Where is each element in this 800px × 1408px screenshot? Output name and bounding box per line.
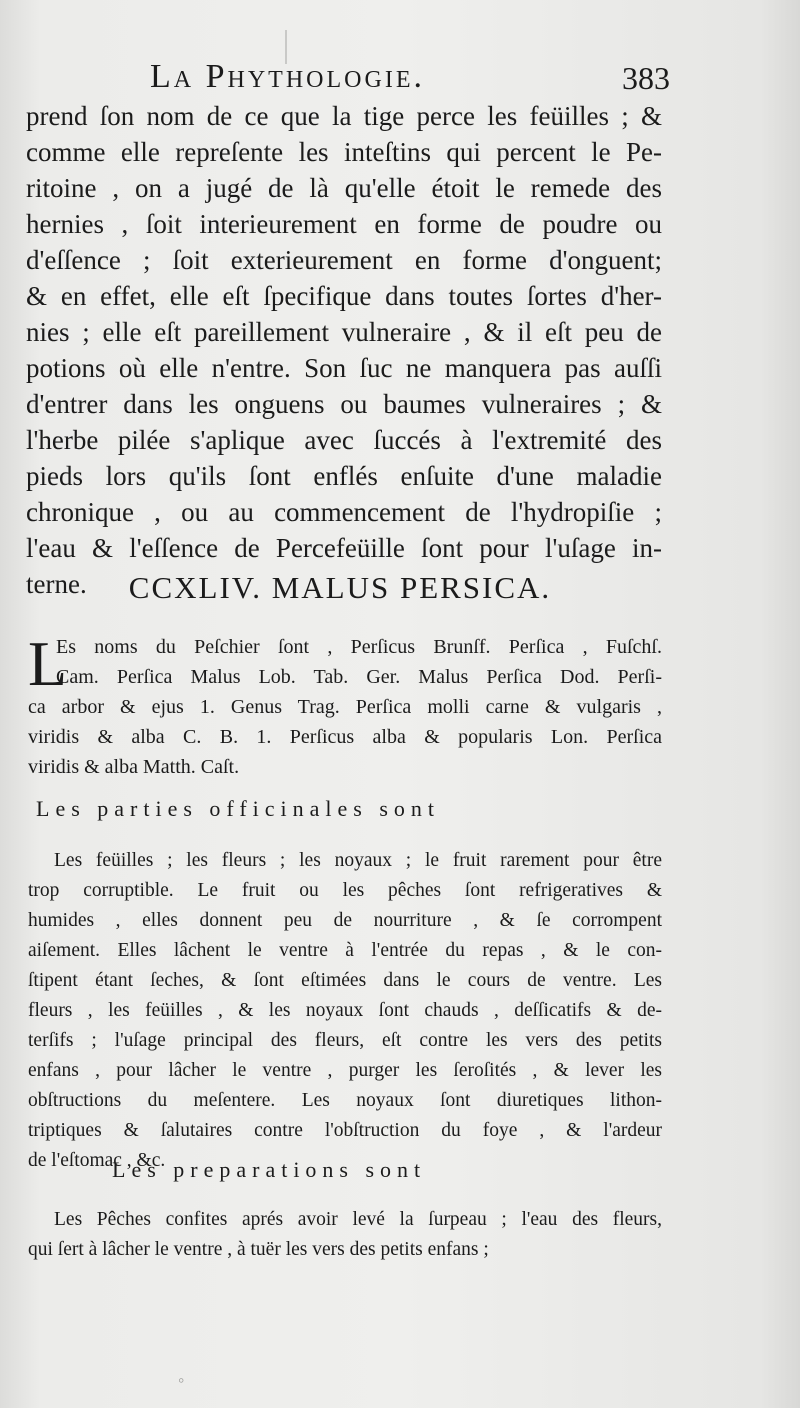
text-line: d'entrer dans les onguens ou baumes vulneraires ; & <box>26 389 662 419</box>
paper-mark: ◦ <box>178 1370 185 1390</box>
synonym-line: Cam. Perſica Malus Lob. Tab. Ger. Malus Perſica Dod. Perſi- <box>56 666 662 688</box>
preparations-heading: Les preparations sont <box>112 1157 427 1182</box>
text-line: obſtructions du meſentere. Les noyaux ſont diuretiques lithon- <box>28 1090 662 1111</box>
synonym-line: Es noms du Peſchier ſont , Perſicus Brunſf. Perſica , Fuſchſ. <box>56 636 662 658</box>
text-line: l'eau & l'eſſence de Percefeüille ſont pour l'uſage in- <box>26 533 662 563</box>
text-line: ritoine , on a jugé de là qu'elle étoit le remede des <box>26 173 662 203</box>
preparations-paragraph <box>28 1205 662 1265</box>
text-line: chronique , ou au commencement de l'hydropiſie ; <box>26 497 662 527</box>
synonym-line: ca arbor & ejus 1. Genus Trag. Perſica molli carne & vulgaris , <box>28 696 662 718</box>
drop-cap: L <box>28 628 68 699</box>
text-line: aiſement. Elles lâchent le ventre à l'entrée du repas , & le con- <box>28 940 662 961</box>
text-line: hernies , ſoit interieurement en forme de poudre ou <box>26 209 662 239</box>
synonym-line: viridis & alba C. B. 1. Perſicus alba & popularis Lon. Perſica <box>28 726 662 748</box>
text-line: & en effet, elle eſt ſpecifique dans toutes ſortes d'her- <box>26 281 662 311</box>
text-line: ſtipent étant ſeches, & ſont eſtimées dans le cours de ventre. Les <box>28 970 662 991</box>
section-title: CCXLIV. MALUS PERSICA. <box>128 570 552 605</box>
text-line: triptiques & ſalutaires contre l'obſtruction du foye , & l'ardeur <box>28 1120 662 1141</box>
text-line: nies ; elle eſt pareillement vulneraire , & il eſt peu de <box>26 317 662 347</box>
text-line: pieds lors qu'ils ſont enflés enſuite d'une maladie <box>26 461 662 491</box>
text-line: Les Pêches confites aprés avoir levé la ſurpeau ; l'eau des fleurs, <box>54 1209 662 1230</box>
text-line: humides , elles donnent peu de nourriture , & ſe corrompent <box>28 910 662 931</box>
text-line: potions où elle n'entre. Son ſuc ne manquera pas auſſi <box>26 353 662 383</box>
text-line: prend ſon nom de ce que la tige perce les feüilles ; & <box>26 101 662 131</box>
text-line: Les feüilles ; les fleurs ; les noyaux ; le fruit rarement pour être <box>54 850 662 871</box>
synonym-line: viridis & alba Matth. Caſt. <box>28 756 240 778</box>
continued-paragraph <box>26 98 662 602</box>
parties-paragraph <box>28 846 662 1176</box>
synonyms-paragraph <box>28 628 662 782</box>
text-line: comme elle repreſente les inteſtins qui percent le Pe- <box>26 137 662 167</box>
page-number: 383 <box>622 60 670 96</box>
text-line: trop corruptible. Le fruit ou les pêches ſont refrigeratives & <box>28 880 662 901</box>
text-line: de l'eſtomac , &c. <box>28 1150 166 1171</box>
running-title: La Phythologie. <box>150 58 425 95</box>
text-line: enfans , pour lâcher le ventre , purger les ſeroſités , & lever les <box>28 1060 662 1081</box>
text-line: terſifs ; l'uſage principal des fleurs, eſt contre les vers des petits <box>28 1030 662 1051</box>
text-line: fleurs , les feüilles , & les noyaux ſont chauds , deſſicatifs & de- <box>28 1000 662 1021</box>
text-line: qui ſert à lâcher le ventre , à tuër les vers des petits enfans ; <box>28 1239 489 1260</box>
parties-heading: Les parties officinales sont <box>36 796 441 821</box>
text-line: terne. <box>26 569 87 599</box>
text-line: l'herbe pilée s'aplique avec ſuccés à l'extremité des <box>26 425 662 455</box>
text-line: d'eſſence ; ſoit exterieurement en forme d'onguent; <box>26 245 662 275</box>
page-header <box>150 58 670 98</box>
